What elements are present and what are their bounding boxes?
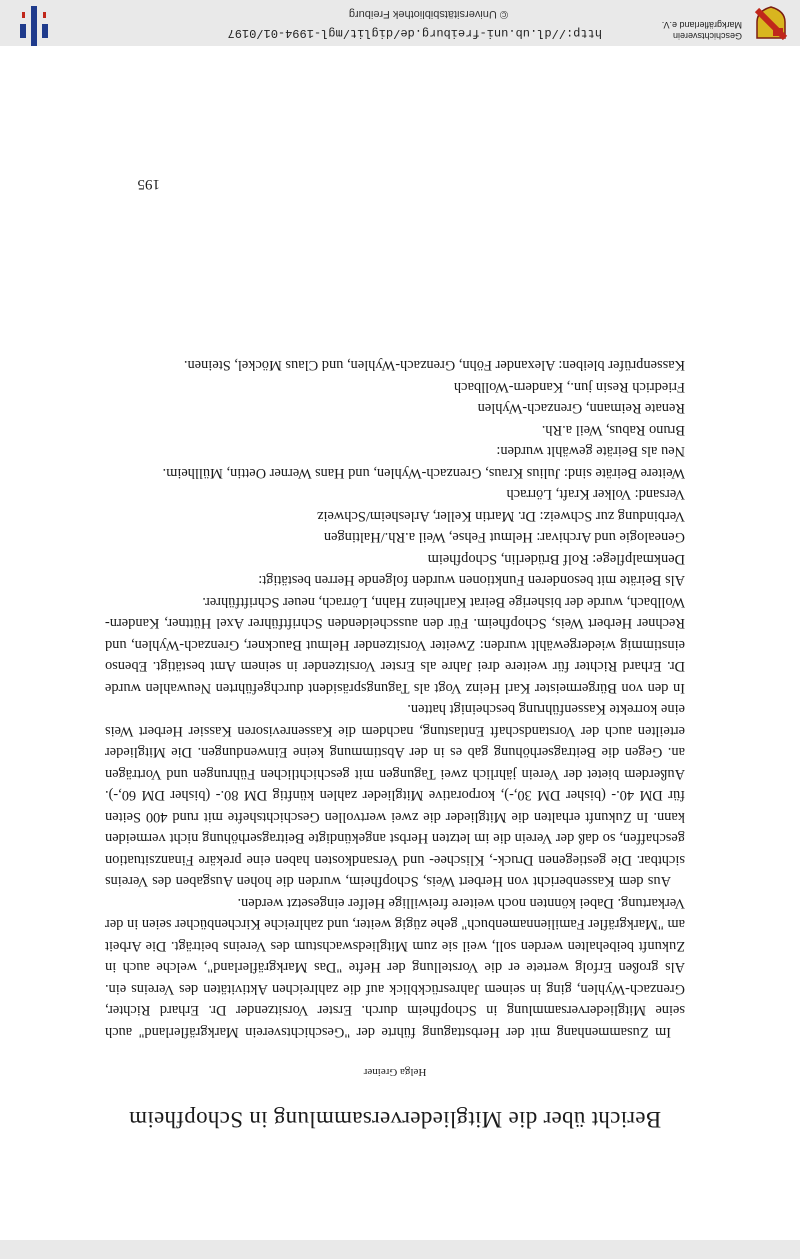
paragraph: Kassenprüfer bleiben: Alexander Föhn, Grenzach-Wyhlen, und Claus Möckel, Steinen. <box>183 357 685 374</box>
board-member-line: Renate Reimann, Grenzach-Wyhlen <box>477 400 685 417</box>
article-title: Bericht über die Mitgliederversammlung in Schopfheim <box>128 1107 662 1132</box>
document-url[interactable]: http://dl.ub.uni-freiburg.de/diglit/mgl-1994-01/0197 <box>227 26 602 40</box>
paragraph: Aus dem Kassenbericht von Herbert Weis, Schopfheim, wurden die hohen Ausgaben des Vereins sichtbar. Die gestiegenen Druck-, Klischee- und Versandkosten haben eine prekäre Finanzsituation geschaffen, so daß der Verein die im letzten Herbst angekündigte Beitragserhöhung nicht vermeiden kann. In Zukunft erhalten die Mitglieder die zwei wertvollen Geschichtshefte mit rund 400 Seiten für DM 40.- (bisher DM 30,-), korporative Mitglieder zahlen künftig DM 80.- (bisher DM 60,-). Außerdem bietet der Verein jährlich zwei Tagungen mit geschichtlichen Führungen und Vorträgen an. Gegen die Beitragserhöhung gab es in der Abstimmung keine Einwendungen. Die Mitglieder erteilten auch der Vorstandschaft Entlastung, nachdem die Kassenrevisoren Kassier Herbert Weis eine korrekte Kassenführung bescheinigt hatten. <box>105 701 685 890</box>
library-footer-band <box>0 0 800 46</box>
page-number: 195 <box>137 176 160 192</box>
society-crest-icon <box>754 6 788 40</box>
copyright-notice: © Universitätsbibliothek Freiburg <box>348 8 508 20</box>
article <box>105 354 685 1134</box>
board-member-line: Friedrich Resin jun., Kandern-Wollbach <box>453 379 685 395</box>
paragraph: In den von Bürgermeister Karl Heinz Vogt als Tagungspräsident durchgeführten Neuwahlen wurde Dr. Erhard Richter für weitere drei Jahre als Erster Vorsitzender in seinem Amt bestätigt. Ebenso einstimmig wiedergewählt wurden: Zweiter Vorsitzender Helmut Bauckner, Grenzach-Wyhlen, und Rechner Herbert Weis, Schopfheim. Für den ausscheidenden Schriftführer Axel Hüttner, Kandern-Wollbach, wurde der bisherige Beirat Karlheinz Hahn, Lörrach, neuer Schriftführer. <box>105 594 685 696</box>
society-name-line2: Markgräflerland e.V. <box>661 20 742 30</box>
paragraph: Neu als Beiräte gewählt wurden: <box>496 443 685 460</box>
paragraph: Im Zusammenhang mit der Herbsttagung führte der "Geschichtsverein Markgräflerland" auch seine Mitgliederversammlung in Schopfheim durch. Erster Vorsitzender Dr. Erhard Richter, Grenzach-Wyhlen, ging in seinem Jahresrückblick auf die zahlreichen Aktivitäten des Vereins ein. Als großen Erfolg wertete er die Vorstellung der Hefte "Das Markgräflerland", welche auch in Zukunft beibehalten werden soll, weil sie zum Mitgliedswachstum des Vereins beiträgt. Die Arbeit am "Markgräfler Familiennamenbuch" gehe zügig weiter, und zahlreiche Kirchenbücher seien in der Verkartung. Dabei könnten noch weitere freiwillige Helfer eingesetzt werden. <box>105 895 685 1040</box>
board-member-line: Bruno Rabus, Weil a.Rh. <box>541 422 685 438</box>
paragraph: Als Beiräte mit besonderen Funktionen wurden folgende Herren bestätigt: <box>258 572 685 589</box>
partial-header-band <box>0 1240 800 1259</box>
paragraph: Weitere Beiräte sind: Julius Kraus, Grenzach-Wyhlen, und Hans Werner Oettin, Müllheim. <box>162 465 685 481</box>
board-member-line: Versand: Volker Kraft, Lörrach <box>506 486 685 503</box>
society-name-line1: Geschichtsverein <box>672 31 742 41</box>
society-name <box>632 19 742 41</box>
board-member-line: Denkmalpflege: Rolf Brüderlin, Schopfheim <box>427 551 685 567</box>
article-author: Helga Greiner <box>363 1066 427 1078</box>
board-member-line: Verbindung zur Schweiz: Dr. Martin Keller, Arlesheim/Schweiz <box>317 508 685 524</box>
article-body <box>105 354 685 1042</box>
university-library-logo-icon <box>14 2 54 46</box>
board-member-line: Genealogie und Archivar: Helmut Fehse, Weil a.Rh./Haltingen <box>323 529 685 546</box>
